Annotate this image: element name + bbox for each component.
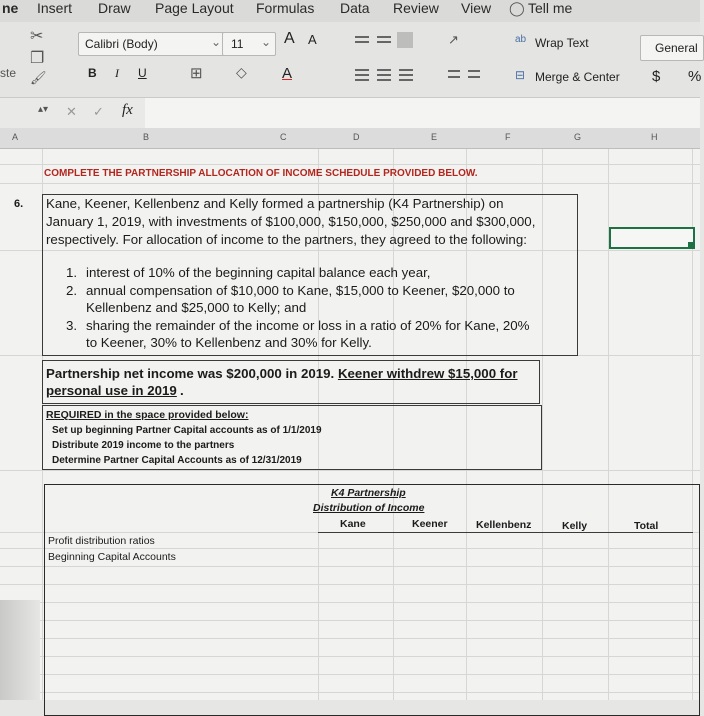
menu-formulas[interactable]: Formulas [256,0,315,16]
net-income-text [46,366,518,381]
row-label-beginning-capital: Beginning Capital Accounts [48,551,176,563]
net-income-statement: Partnership net income was $200,000 in 2019. [46,366,338,381]
withdrawal-statement-cont: personal use in 2019 [46,383,177,398]
term-line: interest of 10% of the beginning capital balance each year, [86,265,431,280]
menu-draw[interactable]: Draw [98,0,131,16]
header-kellenbenz: Kellenbenz [476,519,532,531]
header-kane: Kane [340,518,366,530]
fx-icon[interactable]: fx [122,102,133,118]
font-size-value: 11 [231,37,244,51]
term-line: to Keener, 30% to Kellenbenz and 30% for Kelly. [86,335,372,350]
cut-icon[interactable]: ✂ [30,28,44,45]
fill-color-icon[interactable]: ◇ [236,64,247,80]
formula-input[interactable] [145,98,700,128]
withdrawal-statement: Keener withdrew $15,000 for [337,366,518,381]
problem-number: 6. [14,198,24,210]
header-kelly: Kelly [562,520,588,532]
required-item: Determine Partner Capital Accounts as of 12/31/2019 [52,455,302,466]
paste-label[interactable]: ste [0,66,17,80]
term-number: 3. [66,318,78,333]
schedule-box [44,484,700,716]
percent-button[interactable]: % [688,68,702,85]
term-line: sharing the remainder of the income or loss in a ratio of 20% for Kane, 20% [86,318,530,333]
column-header-a[interactable]: A [12,132,19,142]
schedule-title: K4 Partnership [331,487,406,499]
assignment-heading: COMPLETE THE PARTNERSHIP ALLOCATION OF INCOME SCHEDULE PROVIDED BELOW. [44,168,478,179]
column-header-b[interactable]: B [143,132,150,142]
chevron-down-icon: ⌄ [261,35,272,49]
borders-icon[interactable]: ⊞ [190,65,203,82]
column-header-c[interactable]: C [280,132,287,142]
wrap-text-button[interactable]: Wrap Text [535,36,589,50]
currency-button[interactable]: $ [652,68,661,85]
cancel-icon[interactable]: ✕ [66,104,77,119]
bold-button[interactable]: B [88,66,97,80]
intro-line-3: respectively. For allocation of income to the partners, they agreed to the following: [46,232,527,247]
italic-button[interactable]: I [115,66,119,80]
intro-line-2: January 1, 2019, with investments of $100,000, $150,000, $250,000 and $300,000, [46,214,536,229]
menu-bar [0,0,700,22]
font-name-select[interactable] [78,32,230,56]
term-line: annual compensation of $10,000 to Kane, $15,000 to Keener, $20,000 to [86,283,515,298]
align-horizontal-icons[interactable] [355,67,427,83]
gridline [0,183,700,184]
font-shrink-icon[interactable]: A [308,32,317,47]
menu-page-layout[interactable]: Page Layout [155,0,234,16]
merge-icon: ⊟ [515,68,526,82]
number-format-value: General [655,41,698,55]
selected-cell[interactable] [609,227,695,249]
format-painter-icon[interactable]: 🖌 [30,70,47,85]
menu-insert[interactable]: Insert [37,0,73,16]
column-header-e[interactable]: E [431,132,438,142]
confirm-icon[interactable]: ✓ [93,104,104,119]
font-grow-icon[interactable]: A [284,30,295,47]
ribbon [0,22,700,97]
required-item: Set up beginning Partner Capital accounts as of 1/1/2019 [52,425,322,436]
lightbulb-icon: ◯ [509,0,525,16]
column-header-g[interactable]: G [574,132,582,142]
column-header-d[interactable]: D [353,132,360,142]
copy-icon[interactable]: ❐ [30,50,45,67]
indent-icons[interactable] [448,67,488,83]
row-label-ratios: Profit distribution ratios [48,535,155,547]
term-number: 1. [66,265,78,280]
menu-review[interactable]: Review [393,0,439,16]
schedule-subtitle: Distribution of Income [313,502,425,514]
chevron-down-icon: ⌄ [211,35,222,49]
font-color-icon[interactable]: A [282,65,293,82]
shadow [0,600,40,700]
menu-home[interactable]: ne [2,0,19,16]
orientation-icon[interactable]: ↗ [448,32,459,47]
gridline [0,164,700,165]
column-header-h[interactable]: H [651,132,658,142]
menu-data[interactable]: Data [340,0,370,16]
name-box-arrows[interactable]: ▴▾ [38,104,49,115]
menu-view[interactable]: View [461,0,492,16]
fill-handle[interactable] [688,242,693,247]
column-header-f[interactable]: F [505,132,511,142]
intro-line-1: Kane, Keener, Kellenbenz and Kelly formed a partnership (K4 Partnership) on [46,196,504,211]
header-underline [318,532,693,533]
formula-bar [0,97,700,129]
gridline [0,470,700,471]
header-total: Total [634,520,659,532]
period: . [180,383,184,398]
wrap-text-icon: ab [515,34,527,45]
merge-center-button[interactable]: Merge & Center [535,70,620,84]
term-line: Kellenbenz and $25,000 to Kelly; and [86,300,307,315]
required-item: Distribute 2019 income to the partners [52,440,235,451]
header-keener: Keener [412,518,448,530]
number-format-select[interactable] [640,35,704,61]
column-headers [0,128,700,149]
font-name-value: Calibri (Body) [85,37,158,51]
underline-button[interactable]: U [138,66,147,80]
term-number: 2. [66,283,78,298]
required-title: REQUIRED in the space provided below: [46,409,249,421]
menu-tell-me[interactable]: Tell me [528,0,573,16]
font-size-select[interactable] [222,32,276,56]
align-top-icons[interactable] [355,32,415,50]
